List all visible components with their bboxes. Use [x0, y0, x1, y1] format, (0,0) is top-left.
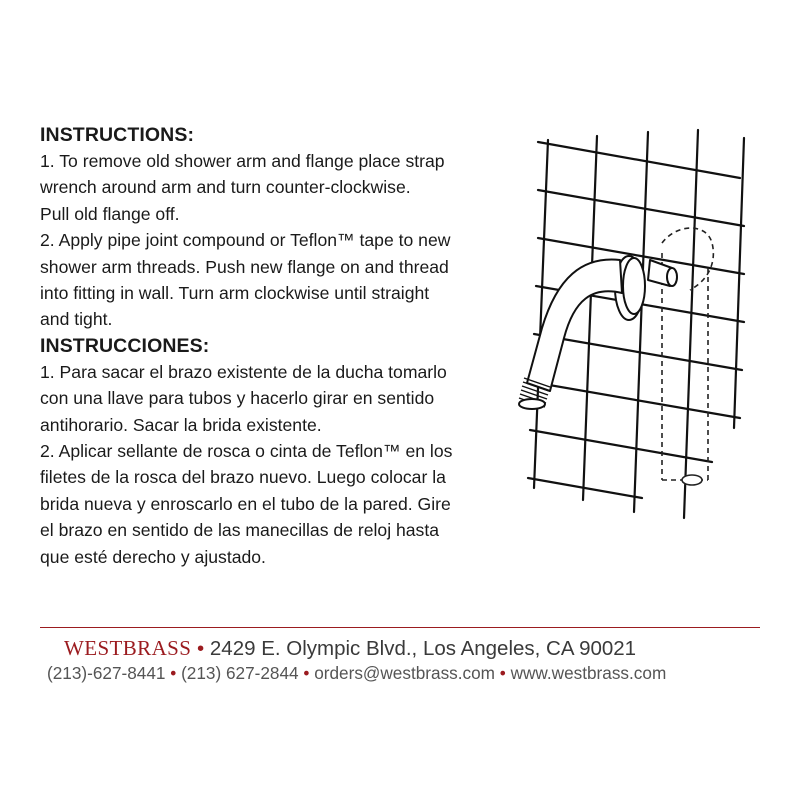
email-link[interactable]: orders@westbrass.com — [314, 663, 495, 683]
footer-divider — [40, 627, 760, 628]
fax-text: (213) 627-2844 — [181, 663, 299, 683]
instructions-text — [40, 122, 510, 570]
instruction-line: 1. Para sacar el brazo existente de la ducha tomarlo — [40, 361, 447, 382]
phone-text: (213)-627-8441 — [47, 663, 166, 683]
instruction-line: 2. Aplicar sellante de rosca o cinta de Teflon™ en los — [40, 441, 453, 462]
footer-address-line — [64, 636, 636, 661]
instructions-heading-es: INSTRUCCIONES: — [40, 334, 210, 357]
separator-bullet: • — [170, 663, 177, 683]
instruction-line: antihorario. Sacar la brida existente. — [40, 414, 322, 435]
instruction-line: wrench around arm and turn counter-clockwise. — [40, 177, 411, 198]
separator-bullet: • — [303, 663, 310, 683]
instruction-line: con una llave para tubos y hacerlo girar en sentido — [40, 388, 435, 409]
pipe-fitting-icon — [682, 475, 702, 485]
instruction-line: 1. To remove old shower arm and flange place strap — [40, 151, 445, 171]
instructions-heading-en: INSTRUCTIONS: — [40, 124, 195, 146]
instruction-line: que esté derecho y ajustado. — [40, 546, 266, 567]
instruction-line: Pull old flange off. — [40, 203, 180, 224]
separator-bullet: • — [197, 637, 205, 660]
instruction-line: and tight. — [40, 309, 113, 330]
website-link[interactable]: www.westbrass.com — [510, 663, 667, 683]
instruction-line: el brazo en sentido de las manecillas de reloj hasta — [40, 520, 440, 541]
instruction-line: brida nueva y enroscarlo en el tubo de la pared. Gire — [40, 493, 451, 514]
brand-logo: WESTBRASS — [64, 636, 192, 660]
instruction-line: shower arm threads. Push new flange on and thread — [40, 256, 449, 277]
instruction-line: filetes de la rosca del brazo nuevo. Luego colocar la — [40, 467, 446, 488]
separator-bullet: • — [499, 663, 506, 683]
address-text: 2429 E. Olympic Blvd., Los Angeles, CA 90021 — [209, 637, 637, 660]
footer-contact-line — [47, 663, 666, 684]
instruction-line: 2. Apply pipe joint compound or Teflon™ tape to new — [40, 230, 451, 251]
instruction-line: into fitting in wall. Turn arm clockwise until straight — [40, 283, 430, 304]
shower-arm-installation-illustration — [512, 128, 762, 528]
